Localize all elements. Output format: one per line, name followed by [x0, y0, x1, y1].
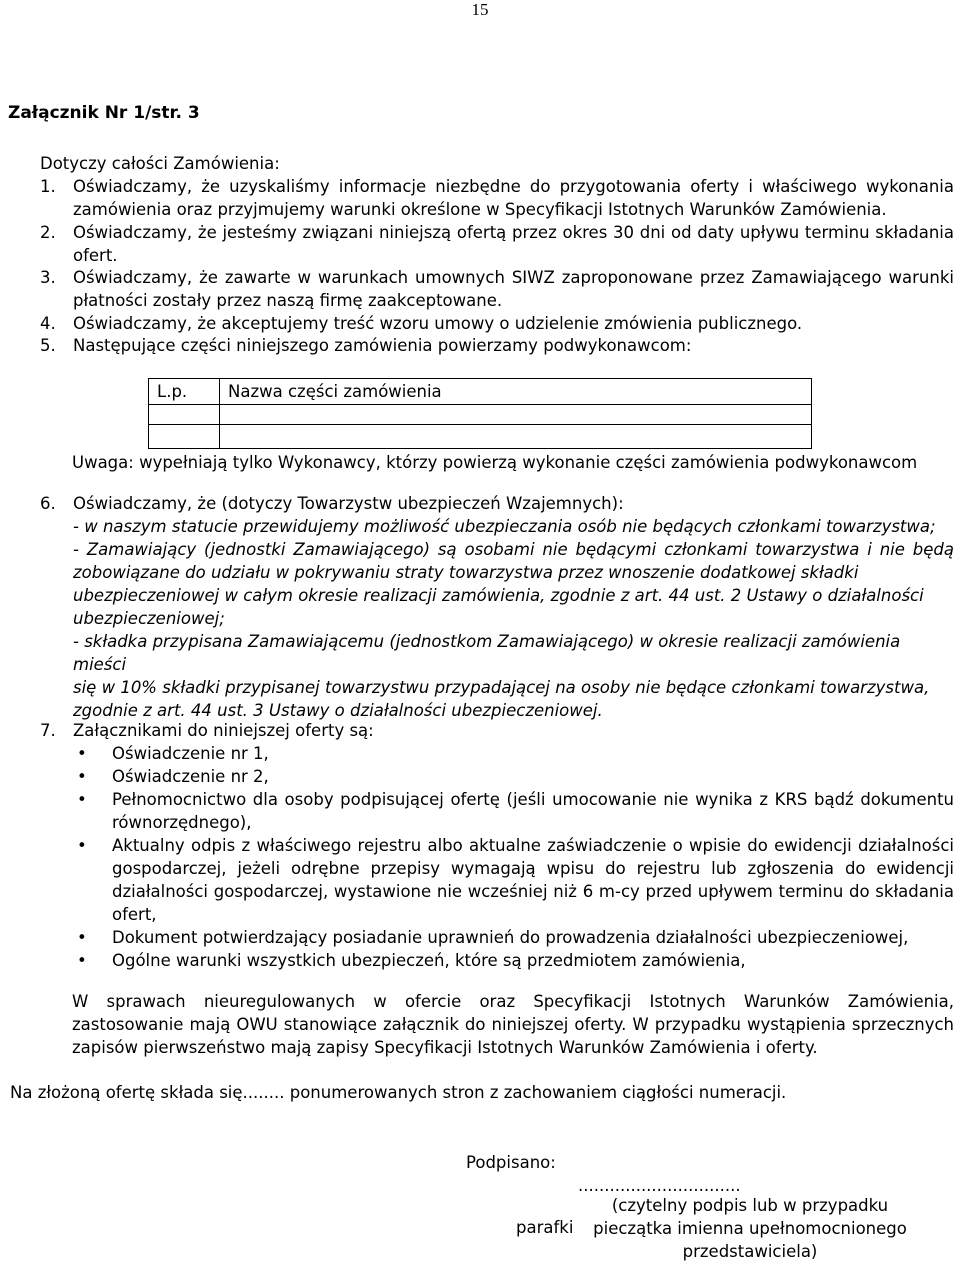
- signature-caption-line: pieczątka imienna upełnomocnionego: [593, 1219, 907, 1238]
- initials-label: parafki: [516, 1218, 574, 1237]
- closing-paragraph: [72, 990, 954, 1059]
- statement-line: zobowiązane do udziału w pokrywaniu straty towarzystwa przez wnoszenie dodatkowej składki: [73, 563, 859, 582]
- list-item-text: Oświadczenie nr 2,: [112, 767, 269, 786]
- statement-heading: Oświadczamy, że (dotyczy Towarzystw ubezpieczeń Wzajemnych):: [73, 494, 624, 513]
- list-item: [72, 949, 954, 972]
- list-item: [72, 765, 954, 788]
- statement-1: [40, 175, 954, 221]
- statement-2: [40, 221, 954, 267]
- statement-number: 7.: [40, 721, 56, 740]
- closing-line: zapisów pierwszeństwo mają zapisy Specyfikacji Istotnych Warunków Zamówienia i oferty.: [72, 1038, 818, 1057]
- statement-line: Oświadczamy, że uzyskaliśmy informacje niezbędne do przygotowania oferty i właściwego wykonania: [73, 177, 954, 196]
- list-item-text: Oświadczenie nr 1,: [112, 744, 269, 763]
- table-cell[interactable]: [220, 405, 812, 425]
- statement-line: ofert.: [73, 246, 118, 265]
- list-item: [72, 742, 954, 765]
- list-item-text: Ogólne warunki wszystkich ubezpieczeń, które są przedmiotem zamówienia,: [112, 951, 746, 970]
- signature-label: Podpisano:: [466, 1153, 556, 1172]
- page-number: 15: [471, 0, 489, 19]
- statement-4: [40, 312, 954, 335]
- table-header-part-name: Nazwa części zamówienia: [220, 379, 812, 405]
- bullet-icon: •: [77, 790, 87, 809]
- list-item-text: Pełnomocnictwo dla osoby podpisującej ofertę (jeśli umocowanie nie wynika z KRS bądź dokumentu równorzędnego),: [112, 790, 954, 832]
- statement-line: ubezpieczeniowej;: [73, 609, 225, 628]
- table-cell[interactable]: [149, 405, 220, 425]
- bullet-icon: •: [77, 928, 87, 947]
- closing-line: zastosowanie mają OWU stanowiące załącznik do niniejszej oferty. W przypadku wystąpienia sprzecznych: [72, 1015, 954, 1034]
- statement-line: się w 10% składki przypisanej towarzystwu przypadającej na osoby nie będące członkami towarzystwa,: [73, 678, 930, 697]
- table-header-row: [149, 379, 812, 405]
- signature-line: ...............................: [578, 1176, 741, 1195]
- list-item: [72, 788, 954, 834]
- list-item: [72, 926, 954, 949]
- list-item-text: Dokument potwierdzający posiadanie uprawnień do prowadzenia działalności ubezpieczeniowej,: [112, 928, 909, 947]
- statement-line: Oświadczamy, że jesteśmy związani niniejszą ofertą przez okres 30 dni od daty upływu terminu składania: [73, 223, 954, 242]
- bullet-icon: •: [77, 767, 87, 786]
- page-count-statement: Na złożoną ofertę składa się........ ponumerowanych stron z zachowaniem ciągłości numeracji.: [10, 1083, 787, 1102]
- table-header-lp: L.p.: [149, 379, 220, 405]
- closing-line: W sprawach nieuregulowanych w ofercie oraz Specyfikacji Istotnych Warunków Zamówienia,: [72, 992, 954, 1011]
- statement-number: 5.: [40, 336, 56, 355]
- list-item-text: Aktualny odpis z właściwego rejestru albo aktualne zaświadczenie o wpisie do ewidencji działalności gospodarczej, jeżeli odrębne przepisy wymagają wpisu do rejestru lub zgłoszenia do ewidencji działalności gospodarczej, wystawione nie wcześniej niż 6 m-cy przed upływem terminu do składania ofert,: [112, 836, 954, 924]
- bullet-icon: •: [77, 744, 87, 763]
- table-row: [149, 425, 812, 449]
- statement-line: - składka przypisana Zamawiającemu (jednostkom Zamawiającego) w okresie realizacji zamówienia mieści: [73, 632, 901, 674]
- statement-line: - Zamawiający (jednostki Zamawiającego) są osobami nie będącymi członkami towarzystwa i nie będą: [73, 540, 954, 559]
- intro-text: Dotyczy całości Zamówienia:: [40, 154, 280, 173]
- table-row: [149, 405, 812, 425]
- statement-3: [40, 266, 954, 312]
- attachments-list: [72, 742, 954, 972]
- statement-line: płatności zostały przez naszą firmę zaakceptowane.: [73, 291, 503, 310]
- statement-number: 1.: [40, 177, 56, 196]
- signature-caption: [580, 1194, 920, 1263]
- statement-7: [40, 719, 954, 742]
- table-cell[interactable]: [149, 425, 220, 449]
- statement-number: 2.: [40, 223, 56, 242]
- signature-caption-line: przedstawiciela): [682, 1242, 818, 1261]
- bullet-icon: •: [77, 951, 87, 970]
- table-cell[interactable]: [220, 425, 812, 449]
- statement-line: zamówienia oraz przyjmujemy warunki określone w Specyfikacji Istotnych Warunków Zamówienia.: [73, 200, 887, 219]
- statement-heading: Załącznikami do niniejszej oferty są:: [73, 721, 374, 740]
- statement-line: Następujące części niniejszego zamówienia powierzamy podwykonawcom:: [73, 336, 692, 355]
- statement-6: [40, 492, 954, 722]
- statement-5: [40, 334, 954, 357]
- statement-number: 6.: [40, 494, 56, 513]
- signature-caption-line: (czytelny podpis lub w przypadku: [611, 1196, 889, 1215]
- statement-line: zgodnie z art. 44 ust. 3 Ustawy o działalności ubezpieczeniowej.: [73, 701, 603, 720]
- statement-line: Oświadczamy, że zawarte w warunkach umownych SIWZ zaproponowane przez Zamawiającego warunki: [73, 268, 954, 287]
- bullet-icon: •: [77, 836, 87, 855]
- page-title: Załącznik Nr 1/str. 3: [8, 103, 200, 123]
- statement-line: ubezpieczeniowej w całym okresie realizacji zamówienia, zgodnie z art. 44 ust. 2 Ustawy o działalności: [73, 586, 924, 605]
- subcontractor-parts-table: [148, 378, 812, 449]
- statement-line: Oświadczamy, że akceptujemy treść wzoru umowy o udzielenie zmówienia publicznego.: [73, 314, 803, 333]
- table-note: Uwaga: wypełniają tylko Wykonawcy, którzy powierzą wykonanie części zamówienia podwykonawcom: [72, 453, 918, 472]
- statement-line: - w naszym statucie przewidujemy możliwość ubezpieczania osób nie będących członkami towarzystwa;: [73, 517, 936, 536]
- statement-number: 3.: [40, 268, 56, 287]
- list-item: [72, 834, 954, 926]
- statement-number: 4.: [40, 314, 56, 333]
